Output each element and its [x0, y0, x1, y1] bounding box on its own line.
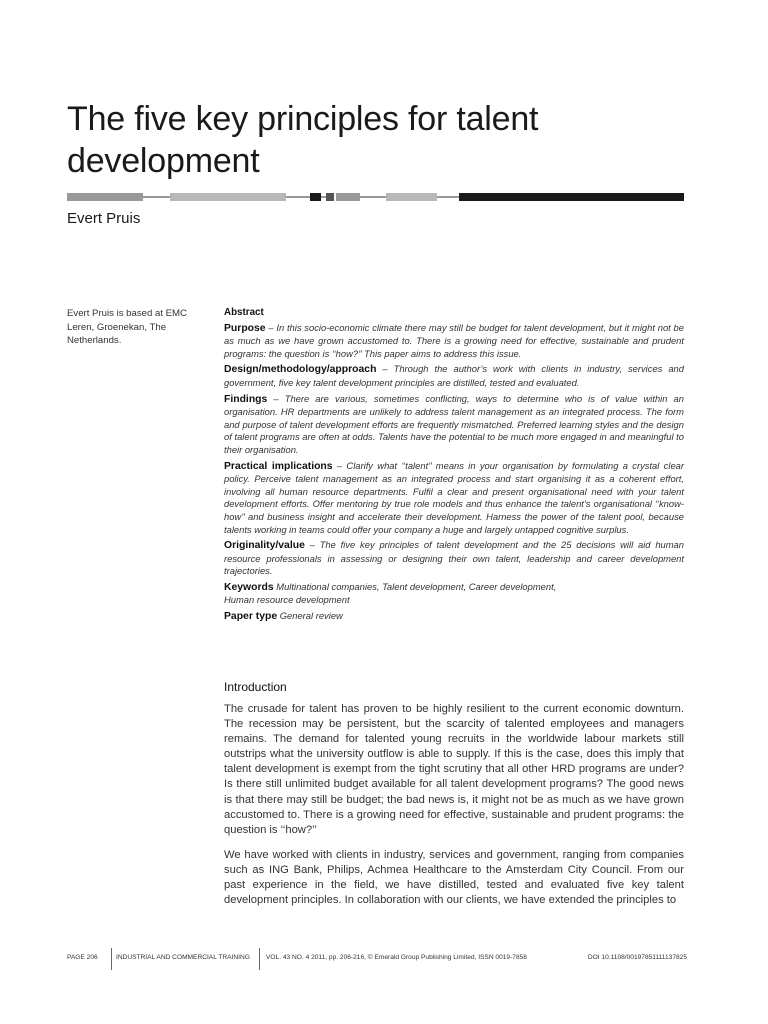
abstract-section-findings: Findings – There are various, sometimes conflicting, ways to determine who is of value within an organisation. HR departments are unlikely to address talent management as an integrated process. The form and purpose of talent development efforts are frequently mismatched. Preferred learning styles and the design of talent programs are often at odds. Talents have the potential to be much more engaged in and meaningful to their organisation.: [224, 392, 684, 455]
rule-segment: [437, 196, 459, 198]
paper-type-value: General review: [279, 610, 343, 622]
page-footer: [67, 948, 687, 970]
rule-segment: [386, 193, 437, 201]
keywords-label: Keywords: [224, 581, 274, 593]
section-text: Clarify what ‘‘talent’’ means in your organisation by formulating a crystal clear policy. Perceive talent management as an integrated process and start organising it as a coherent effort, involving all human resource departments. Fulfil a clear and present organisational need with your talent development efforts. Offer mentoring by true role models and thus enhance the talent’s organisational ‘‘know-how’’ and business insight and accelerate their development. Harness the power of the talent pool, because talents working in teams could offer your company a huge and largely untapped cognitive surplus.: [224, 459, 684, 535]
keywords-line1: Multinational companies, Talent development, Career development,: [276, 580, 557, 592]
abstract-section-purpose: Purpose – In this socio-economic climate there may still be budget for talent development, but it might not be as much as we have grown accustomed to. There is a growing need for effective, sustainable and prudent programs: the question is ‘‘how?’’ This paper aims to address this issue.: [224, 321, 684, 359]
section-label: Design/methodology/approach: [224, 364, 377, 376]
body-paragraph: We have worked with clients in industry, services and government, ranging from companies such as ING Bank, Philips, Achmea Healthcare to the Amsterdam City Council. From our past experience in the field, we have distilled, tested and evaluated five key talent development principles. In collaboration with our clients, we have extended the principles to: [224, 849, 684, 907]
rule-segment: [143, 196, 170, 198]
footer-divider: [111, 948, 112, 970]
rule-segment: [459, 193, 684, 201]
author-name: Evert Pruis: [67, 210, 141, 227]
rule-segment: [170, 193, 286, 201]
abstract-section-implications: Practical implications – Clarify what ‘‘talent’’ means in your organisation by formulating a crystal clear policy. Perceive talent management as an integrated process and start organising it as a coherent effort, involving all human resource departments. Fulfil a clear and present organisational need with your talent development efforts. Offer mentoring by true role models and thus enhance the talent’s organisational ‘‘know-how’’ and business insight and accelerate their development. Harness the power of the talent pool, because talents working in teams could offer your company a huge and largely untapped cognitive surplus.: [224, 459, 684, 535]
footer-doi: DOI 10.1108/00197851111137825: [587, 954, 687, 961]
abstract-paper-type: [224, 610, 684, 624]
rule-segment: [310, 193, 321, 201]
abstract-heading: Abstract: [224, 307, 264, 318]
abstract: [224, 307, 684, 627]
rule-segment: [326, 193, 334, 201]
section-text: Through the author’s work with clients in industry, services and government, five key talent development principles are distilled, tested and evaluated.: [224, 363, 684, 388]
rule-segment: [67, 193, 143, 201]
rule-segment: [336, 193, 360, 201]
section-text: The five key principles of talent development and the 25 decisions will aid human resource professionals in assessing or designing their own talent, leadership and career development trajectories.: [224, 539, 684, 577]
section-text: In this socio-economic climate there may still be budget for talent development, but it might not be as much as we have grown accustomed to. There is a growing need for effective, sustainable and prudent programs: the question is ‘‘how?’’ This paper aims to address this issue.: [224, 321, 684, 359]
abstract-section-design: Design/methodology/approach – Through the author’s work with clients in industry, services and government, five key talent development principles are distilled, tested and evaluated.: [224, 363, 684, 388]
author-affiliation: Evert Pruis is based at EMC Leren, Groenekan, The Netherlands.: [67, 308, 187, 346]
footer-citation: VOL. 43 NO. 4 2011, pp. 206-216, © Emerald Group Publishing Limited, ISSN 0019-7858: [266, 954, 527, 961]
body-paragraph: The crusade for talent has proven to be highly resilient to the current economic downturn. The recession may be persistent, but the scarcity of talented employees and managers remains. The demand for talented young recruits in the worldwide labour markets still outstrips what the university outflow is able to supply. If this is the case, does this imply that talent development is exempt from the tight scrutiny that all other HRD programs are under? Is there still unlimited budget available for all talent development programs? The good news is that there may still be budget; the bad news is, it might not be as much as we have grown accustomed to. There is a growing need for effective, sustainable and prudent programs: the question is ‘‘how?’’: [224, 703, 684, 836]
keywords-line2: Human resource development: [224, 594, 350, 606]
section-heading-introduction: Introduction: [224, 680, 287, 694]
section-label: Purpose: [224, 322, 266, 334]
section-label: Originality/value: [224, 540, 305, 552]
section-text: There are various, sometimes conflicting, ways to determine who is of value within an organisation. HR departments are unlikely to address talent management as an integrated process. The form and purpose of talent development efforts are frequently mismatched. Preferred learning styles and the design of talent programs are often at odds. Talents have the potential to be much more engaged in and meaningful to their organisation.: [224, 392, 684, 455]
footer-journal: INDUSTRIAL AND COMMERCIAL TRAINING: [116, 954, 250, 961]
footer-page-number: PAGE 206: [67, 954, 98, 961]
section-label: Findings: [224, 393, 268, 405]
paper-type-label: Paper type: [224, 611, 278, 623]
abstract-keywords: [224, 581, 684, 607]
rule-segment: [286, 196, 310, 198]
article-title: The five key principles for talent development: [67, 100, 539, 180]
abstract-section-originality: Originality/value – The five key principles of talent development and the 25 decisions will aid human resource professionals in assessing or designing their own talent, leadership and career development trajectories.: [224, 539, 684, 577]
footer-divider: [259, 948, 260, 970]
rule-segment: [360, 196, 386, 198]
section-label: Practical implications: [224, 460, 333, 472]
